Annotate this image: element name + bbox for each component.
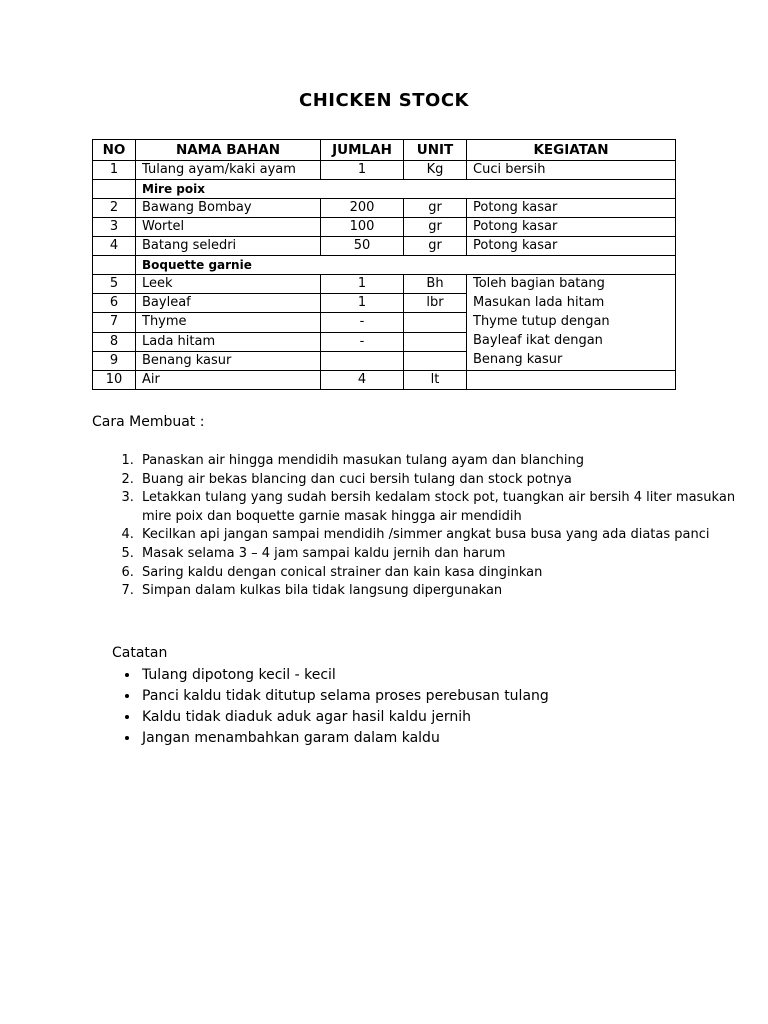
cell-name: Bayleaf	[136, 294, 321, 313]
table-row	[93, 275, 676, 294]
header-no: NO	[93, 140, 136, 161]
list-item: 2. Buang air bekas blancing dan cuci bersih tulang dan stock potnya	[138, 471, 738, 490]
table-row	[93, 199, 676, 218]
cell-unit: lt	[404, 371, 467, 390]
cell-activity: Potong kasar	[467, 218, 676, 237]
cell-qty: 4	[321, 371, 404, 390]
list-item: 4. Kecilkan api jangan sampai mendidih /simmer angkat busa busa yang ada diatas panci	[138, 526, 738, 545]
method-heading: Cara Membuat :	[92, 414, 205, 430]
cell-no: 10	[93, 371, 136, 390]
cell-name: Wortel	[136, 218, 321, 237]
activity-line: Toleh bagian batang	[473, 276, 605, 291]
header-name: NAMA BAHAN	[136, 140, 321, 161]
cell-name: Batang seledri	[136, 237, 321, 256]
list-item: 5. Masak selama 3 – 4 jam sampai kaldu jernih dan harum	[138, 545, 738, 564]
table-header-row	[93, 140, 676, 161]
list-item: 6. Saring kaldu dengan conical strainer dan kain kasa dinginkan	[138, 564, 738, 583]
cell-unit	[404, 313, 467, 332]
cell-qty: 100	[321, 218, 404, 237]
cell-qty: 50	[321, 237, 404, 256]
cell-qty: -	[321, 313, 404, 332]
notes-list	[112, 665, 700, 749]
activity-line: Benang kasur	[473, 352, 563, 367]
cell-unit	[404, 351, 467, 370]
cell-unit: Kg	[404, 161, 467, 180]
cell-name: Lada hitam	[136, 332, 321, 351]
list-item: 7. Simpan dalam kulkas bila tidak langsung dipergunakan	[138, 582, 738, 601]
header-unit: UNIT	[404, 140, 467, 161]
ingredients-table	[92, 139, 676, 390]
activity-line: Bayleaf ikat dengan	[473, 333, 603, 348]
cell-qty: -	[321, 332, 404, 351]
cell-no: 2	[93, 199, 136, 218]
notes-heading: Catatan	[112, 645, 168, 661]
section-row	[93, 256, 676, 275]
cell-qty	[321, 351, 404, 370]
cell-no: 5	[93, 275, 136, 294]
cell-unit: gr	[404, 199, 467, 218]
section-row	[93, 180, 676, 199]
cell-qty: 1	[321, 294, 404, 313]
table-row	[93, 237, 676, 256]
cell-activity: Potong kasar	[467, 199, 676, 218]
header-activity: KEGIATAN	[467, 140, 676, 161]
cell-activity	[467, 371, 676, 390]
table-row	[93, 161, 676, 180]
list-item: • Kaldu tidak diaduk aduk agar hasil kaldu jernih	[140, 707, 700, 728]
cell-unit: gr	[404, 237, 467, 256]
list-item: 1. Panaskan air hingga mendidih masukan tulang ayam dan blanching	[138, 452, 738, 471]
list-item: • Panci kaldu tidak ditutup selama proses perebusan tulang	[140, 686, 700, 707]
cell-name: Bawang Bombay	[136, 199, 321, 218]
cell-no: 1	[93, 161, 136, 180]
section-label: Boquette garnie	[136, 256, 676, 275]
cell-name: Benang kasur	[136, 351, 321, 370]
section-label: Mire poix	[136, 180, 676, 199]
cell-unit: Bh	[404, 275, 467, 294]
cell-no: 6	[93, 294, 136, 313]
cell-unit: gr	[404, 218, 467, 237]
cell-name: Tulang ayam/kaki ayam	[136, 161, 321, 180]
page-title: CHICKEN STOCK	[299, 90, 469, 111]
cell-no: 7	[93, 313, 136, 332]
cell-name: Leek	[136, 275, 321, 294]
cell-name: Thyme	[136, 313, 321, 332]
method-steps-list	[92, 452, 738, 601]
cell-unit: lbr	[404, 294, 467, 313]
table-row	[93, 218, 676, 237]
cell-activity: Potong kasar	[467, 237, 676, 256]
header-qty: JUMLAH	[321, 140, 404, 161]
table-row	[93, 371, 676, 390]
cell-unit	[404, 332, 467, 351]
activity-line: Thyme tutup dengan	[473, 314, 610, 329]
list-item: 3. Letakkan tulang yang sudah bersih kedalam stock pot, tuangkan air bersih 4 liter masukan mire poix dan boquette garnie masak hingga air mendidih	[138, 489, 738, 526]
cell-qty: 1	[321, 275, 404, 294]
cell-qty: 200	[321, 199, 404, 218]
cell-no: 8	[93, 332, 136, 351]
cell-activity: Cuci bersih	[467, 161, 676, 180]
cell-activity-merged	[467, 275, 676, 371]
list-item: • Jangan menambahkan garam dalam kaldu	[140, 728, 700, 749]
cell-no: 9	[93, 351, 136, 370]
list-item: • Tulang dipotong kecil - kecil	[140, 665, 700, 686]
cell-no: 3	[93, 218, 136, 237]
cell-name: Air	[136, 371, 321, 390]
cell-no: 4	[93, 237, 136, 256]
activity-line: Masukan lada hitam	[473, 295, 605, 310]
cell-qty: 1	[321, 161, 404, 180]
